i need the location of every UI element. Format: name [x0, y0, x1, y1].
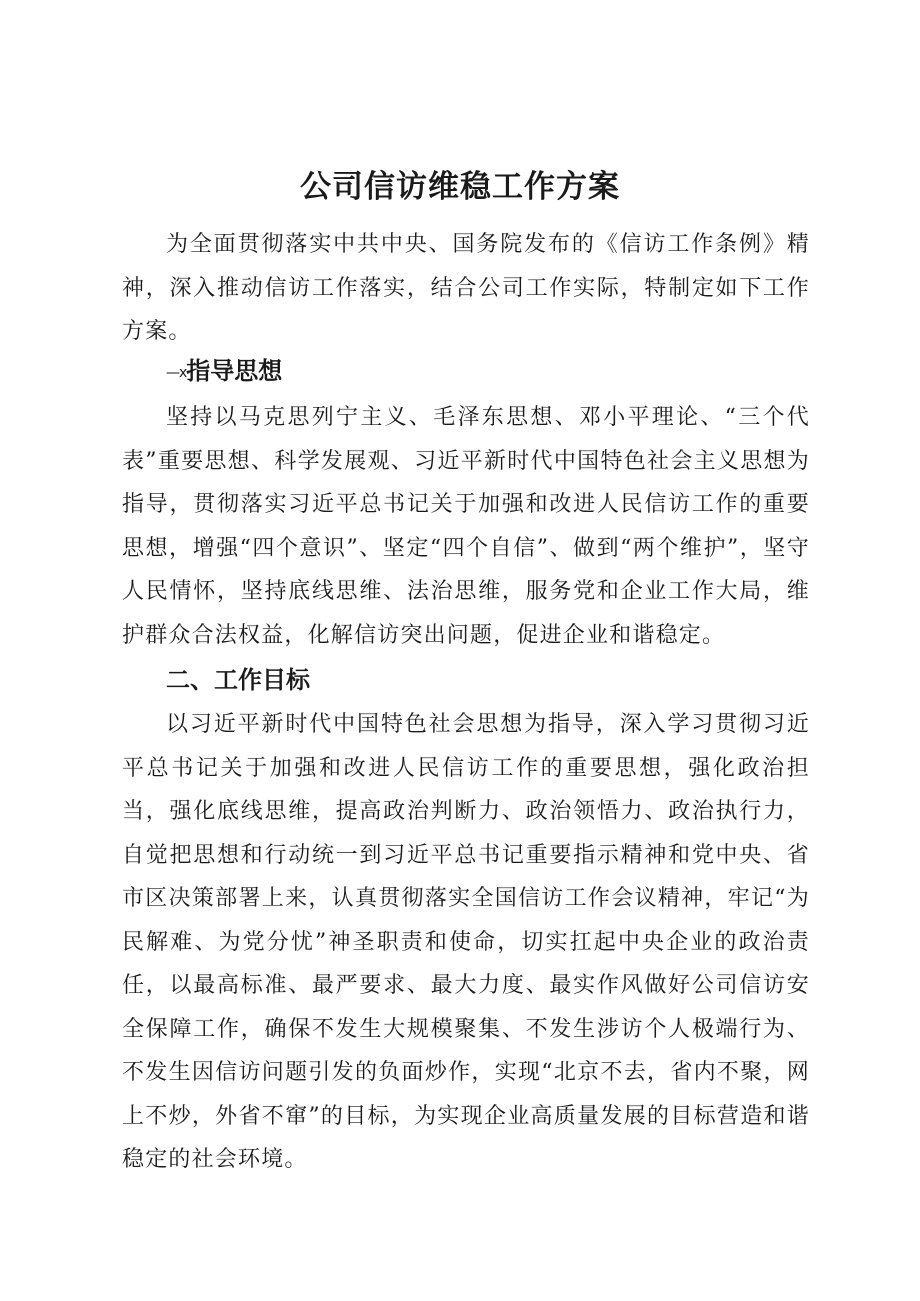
section-paragraph-work-goals: 以习近平新时代中国特色社会思想为指导，深入学习贯彻习近平总书记关于加强和改进人民信访工作的重要思想，强化政治担当，强化底线思维，提高政治判断力、政治领悟力、政治执行力，自觉把思想和行动统一到习近平总书记重要指示精神和党中央、省市区决策部署上来，认真贯彻落实全国信访工作会议精神，牢记“为民解难、为党分忧”神圣职责和使命，切实扛起中央企业的政治责任，以最高标准、最严要求、最大力度、最实作风做好公司信访安全保障工作，确保不发生大规模聚集、不发生涉访个人极端行为、不发生因信访问题引发的负面炒作，实现“北京不去，省内不聚，网上不炒，外省不窜”的目标，为实现企业高质量发展的目标营造和谐稳定的社会环境。	[122, 712, 810, 1172]
section-number: 二、	[166, 666, 214, 694]
section-heading-work-goals	[166, 660, 310, 700]
section-heading-guiding-ideology	[166, 351, 282, 393]
section-heading-text: 指导思想	[186, 357, 283, 385]
section-number: —x	[166, 365, 187, 381]
section-heading-text: 工作目标	[214, 666, 310, 694]
section-paragraph-guiding-ideology: 坚持以马克思列宁主义、毛泽东思想、邓小平理论、“三个代表”重要思想、科学发展观、习近平新时代中国特色社会主义思想为指导，贯彻落实习近平总书记关于加强和改进人民信访工作的重要思想，增强“四个意识”、坚定“四个自信”、做到“两个维护”，坚守人民情怀，坚持底线思维、法治思维，服务党和企业工作大局，维护群众合法权益，化解信访突出问题，促进企业和谐稳定。	[122, 405, 810, 648]
intro-paragraph: 为全面贯彻落实中共中央、国务院发布的《信访工作条例》精神，深入推动信访工作落实，结合公司工作实际，特制定如下工作方案。	[122, 232, 810, 344]
document-title: 公司信访维稳工作方案	[300, 169, 620, 205]
